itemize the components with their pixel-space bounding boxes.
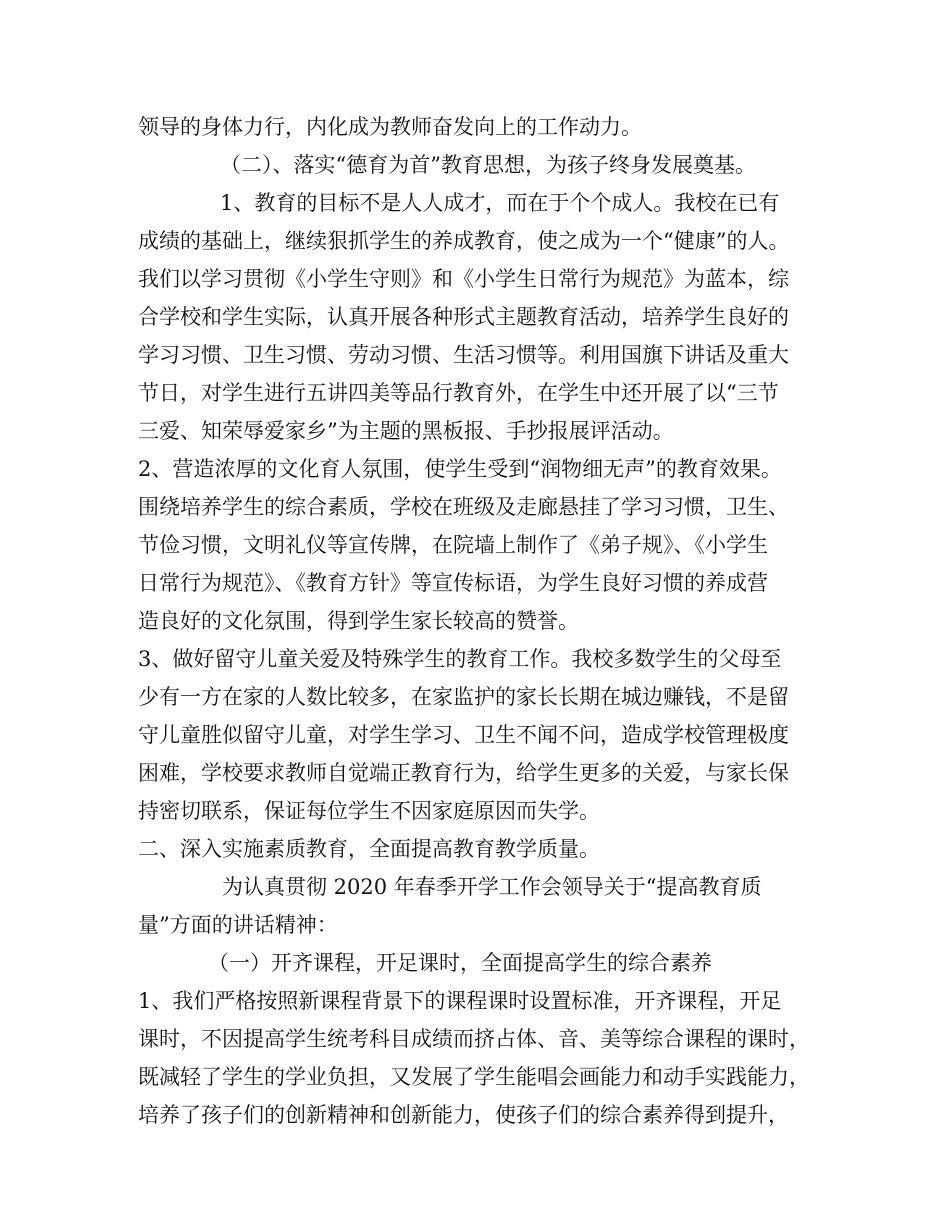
text-line: 课时，不因提高学生统考科目成绩而挤占体、音、美等综合课程的课时， (138, 1027, 810, 1051)
text-line: 领导的身体力行，内化成为教师奋发向上的工作动力。 (138, 115, 642, 139)
text-line: 为认真贯彻 2020 年春季开学工作会领导关于“提高教育质 (222, 875, 762, 899)
text-line: 学习习惯、卫生习惯、劳动习惯、生活习惯等。利用国旗下讲话及重大 (138, 343, 789, 367)
text-line: 培养了孩子们的创新精神和创新能力，使孩子们的综合素养得到提升， (138, 1103, 789, 1127)
section-heading: （一）开齐课程，开足课时，全面提高学生的综合素养 (208, 951, 712, 975)
text-line: 节日，对学生进行五讲四美等品行教育外，在学生中还开展了以“三节 (138, 381, 779, 405)
text-line: 2、营造浓厚的文化育人氛围，使学生受到“润物细无声”的教育效果。 (138, 457, 782, 481)
text-line: 困难，学校要求教师自觉端正教育行为，给学生更多的关爱，与家长保 (138, 761, 789, 785)
text-line: 日常行为规范》、《教育方针》等宣传标语，为学生良好习惯的养成营 (138, 571, 768, 595)
text-line: 1、教育的目标不是人人成才，而在于个个成人。我校在已有 (220, 191, 780, 215)
text-line: 1、我们严格按照新课程背景下的课程课时设置标准，开齐课程，开足 (138, 989, 782, 1013)
text-line: 三爱、知荣辱爱家乡”为主题的黑板报、手抄报展评活动。 (138, 419, 674, 443)
text-line: 少有一方在家的人数比较多，在家监护的家长长期在城边赚钱，不是留 (138, 685, 789, 709)
text-line: 我们以学习贯彻《小学生守则》和《小学生日常行为规范》为蓝本，综 (138, 267, 789, 291)
text-line: 持密切联系，保证每位学生不因家庭原因而失学。 (138, 799, 600, 823)
text-line: 3、做好留守儿童关爱及特殊学生的教育工作。我校多数学生的父母至 (138, 647, 782, 671)
text-line: 合学校和学生实际，认真开展各种形式主题教育活动，培养学生良好的 (138, 305, 789, 329)
text-line: 节俭习惯，文明礼仪等宣传牌，在院墙上制作了《弟子规》、《小学生 (138, 533, 768, 557)
text-line: 量”方面的讲话精神： (138, 913, 338, 937)
section-heading: （二）、落实“德育为首”教育思想，为孩子终身发展奠基。 (220, 153, 756, 177)
text-line: 既减轻了学生的学业负担，又发展了学生能唱会画能力和动手实践能力， (138, 1065, 810, 1089)
text-line: 围绕培养学生的综合素质，学校在班级及走廊悬挂了学习习惯，卫生、 (138, 495, 789, 519)
text-line: 造良好的文化氛围，得到学生家长较高的赞誉。 (138, 609, 579, 633)
text-line: 成绩的基础上，继续狠抓学生的养成教育，使之成为一个“健康”的人。 (138, 229, 790, 253)
section-heading: 二、深入实施素质教育，全面提高教育教学质量。 (138, 837, 600, 861)
text-line: 守儿童胜似留守儿童，对学生学习、卫生不闻不问，造成学校管理极度 (138, 723, 789, 747)
